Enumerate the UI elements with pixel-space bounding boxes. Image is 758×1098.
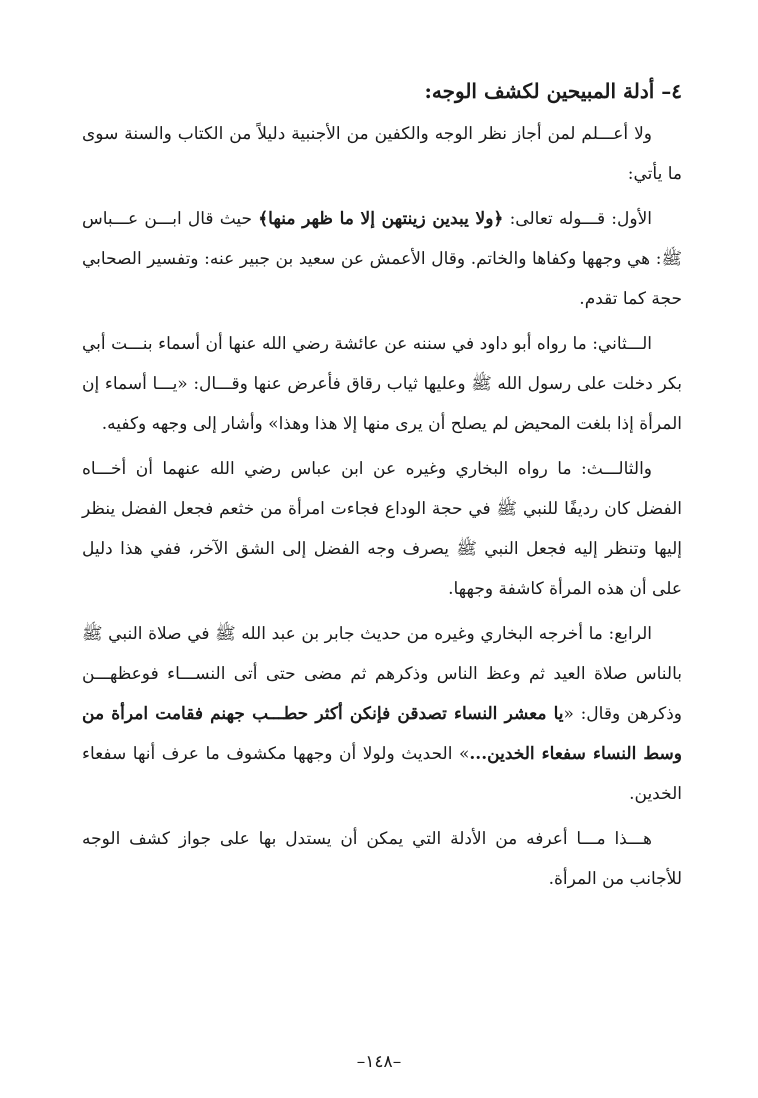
page-body	[82, 70, 682, 904]
fourth-evidence-rest: » الحديث ولولا أن وجهها مكشوف ما عرف أنها سفعاء الخدين.	[82, 744, 682, 804]
page-number: –١٤٨–	[356, 1052, 402, 1072]
first-evidence-paragraph	[82, 199, 682, 319]
intro-paragraph: ولا أعـــلم لمن أجاز نظر الوجه والكفين من الأجنبية دليلاً من الكتاب والسنة سوى ما يأتي:	[82, 124, 682, 184]
fourth-evidence-hadith-quote: يا معشر النساء تصدقن فإنكن أكثر حطـــب جهنم فقامت امرأة من وسط النساء سفعاء الخدين...	[82, 704, 682, 764]
first-evidence-quran-quote: ﴿ولا يبدين زينتهن إلا ما ظهر منها﴾	[258, 209, 504, 229]
fourth-evidence-lead: الرابع: ما أخرجه البخاري وغيره من حديث جابر بن عبد الله ﷺ في صلاة النبي ﷺ بالناس صلاة العيد ثم وعظ الناس وذكرهم ثم مضى حتى أتى النســـاء فوعظهـــن وذكرهن وقال: «	[82, 624, 682, 724]
third-evidence-paragraph: والثالـــث: ما رواه البخاري وغيره عن ابن عباس رضي الله عنهما أن أخـــاه الفضل كان رديفًا للنبي ﷺ في حجة الوداع فجاءت امرأة من خثعم فجعل الفضل ينظر إليها وتنظر إليه فجعل النبي ﷺ يصرف وجه الفضل إلى الشق الآخر، ففي هذا دليل على أن هذه المرأة كاشفة وجهها.	[82, 459, 682, 599]
second-evidence-paragraph: الـــثاني: ما رواه أبو داود في سننه عن عائشة رضي الله عنها أن أسماء بنـــت أبي بكر دخلت على رسول الله ﷺ وعليها ثياب رقاق فأعرض عنها وقـــال: «يـــا أسماء إن المرأة إذا بلغت المحيض لم يصلح أن يرى منها إلا هذا وهذا» وأشار إلى وجهه وكفيه.	[82, 334, 682, 434]
first-evidence-rest: حيث قال ابـــن عـــباس ﷺ: هي وجهها وكفاها والخاتم. وقال الأعمش عن سعيد بن جبير عنه: وتفسير الصحابي حجة كما تقدم.	[82, 209, 682, 309]
section-heading: ٤– أدلة المبيحين لكشف الوجه:	[424, 79, 682, 103]
first-evidence-lead: الأول: قـــوله تعالى:	[503, 209, 652, 229]
fourth-evidence-paragraph	[82, 614, 682, 814]
conclusion-paragraph: هـــذا مـــا أعرفه من الأدلة التي يمكن أن يستدل بها على جواز كشف الوجه للأجانب من المرأة.	[82, 829, 682, 889]
